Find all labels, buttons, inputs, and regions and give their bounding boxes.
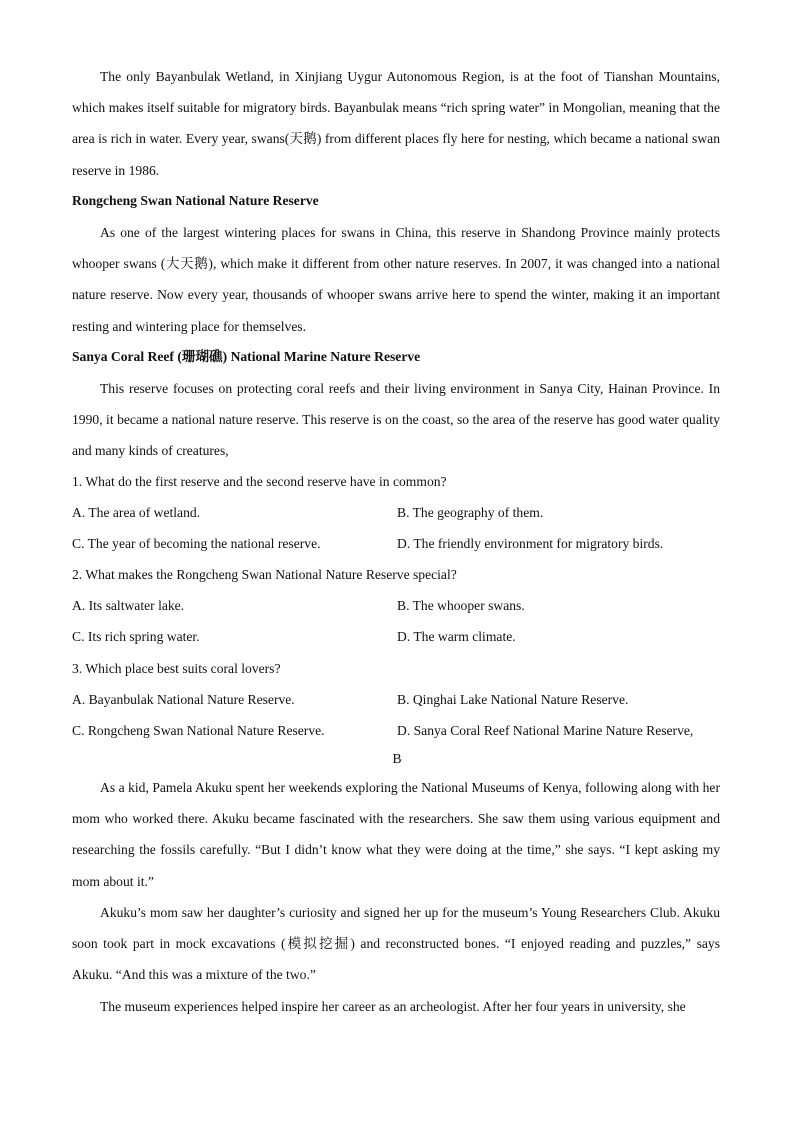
paragraph-sanya: This reserve focuses on protecting coral reefs and their living environment in Sanya City, Hainan Province. In 1990, it became a national nature reserve. This reserve is on the coast, so the area of the reserve has good water quality and many kinds of creatures,	[72, 381, 720, 459]
question-stem: 3. Which place best suits coral lovers?	[72, 661, 281, 676]
option-d: D. The warm climate.	[397, 629, 516, 644]
section-letter: B	[392, 751, 402, 766]
heading-sanya: Sanya Coral Reef (珊瑚礁) National Marine Nature Reserve	[72, 349, 421, 364]
option-d: D. Sanya Coral Reef National Marine Nature Reserve,	[397, 723, 694, 738]
option-b: B. The whooper swans.	[397, 598, 525, 613]
paragraph-akuku-club: Akuku’s mom saw her daughter’s curiosity and signed her up for the museum’s Young Researchers Club. Akuku soon took part in mock excavations (模拟挖掘) and reconstructed bones. “I enjoyed reading and puzzles,” says Akuku. “And this was a mixture of the two.”	[72, 905, 720, 983]
paragraph-akuku-childhood: As a kid, Pamela Akuku spent her weekends exploring the National Museums of Kenya, following along with her mom who worked there. Akuku became fascinated with the researchers. She saw them using various equipment and researching the fossils carefully. “But I didn’t know what they were doing at the time,” she says. “I kept asking my mom about it.”	[72, 780, 720, 889]
option-c: C. The year of becoming the national reserve.	[72, 536, 321, 551]
question-stem: 1. What do the first reserve and the second reserve have in common?	[72, 474, 447, 489]
option-a: A. Its saltwater lake.	[72, 598, 185, 613]
paragraph-akuku-career: The museum experiences helped inspire her career as an archeologist. After her four years in university, she	[100, 999, 686, 1014]
option-a: A. The area of wetland.	[72, 505, 201, 520]
paragraph-rongcheng: As one of the largest wintering places for swans in China, this reserve in Shandong Province mainly protects whooper swans (大天鹅), which make it different from other nature reserves. In 2007, it was changed into a national nature reserve. Now every year, thousands of whooper swans arrive here to spend the winter, making it an important resting and wintering place for themselves.	[72, 225, 720, 334]
option-c: C. Rongcheng Swan National Nature Reserve.	[72, 723, 325, 738]
option-c: C. Its rich spring water.	[72, 629, 200, 644]
heading-rongcheng: Rongcheng Swan National Nature Reserve	[72, 193, 319, 208]
question-stem: 2. What makes the Rongcheng Swan National Nature Reserve special?	[72, 567, 457, 582]
paragraph-bayanbulak: The only Bayanbulak Wetland, in Xinjiang Uygur Autonomous Region, is at the foot of Tianshan Mountains, which makes itself suitable for migratory birds. Bayanbulak means “rich spring water” in Mongolian, meaning that the area is rich in water. Every year, swans(天鹅) from different places fly here for nesting, which became a national swan reserve in 1986.	[72, 69, 720, 178]
option-b: B. Qinghai Lake National Nature Reserve.	[397, 692, 629, 707]
option-d: D. The friendly environment for migratory birds.	[397, 536, 664, 551]
option-b: B. The geography of them.	[397, 505, 544, 520]
option-a: A. Bayanbulak National Nature Reserve.	[72, 692, 295, 707]
